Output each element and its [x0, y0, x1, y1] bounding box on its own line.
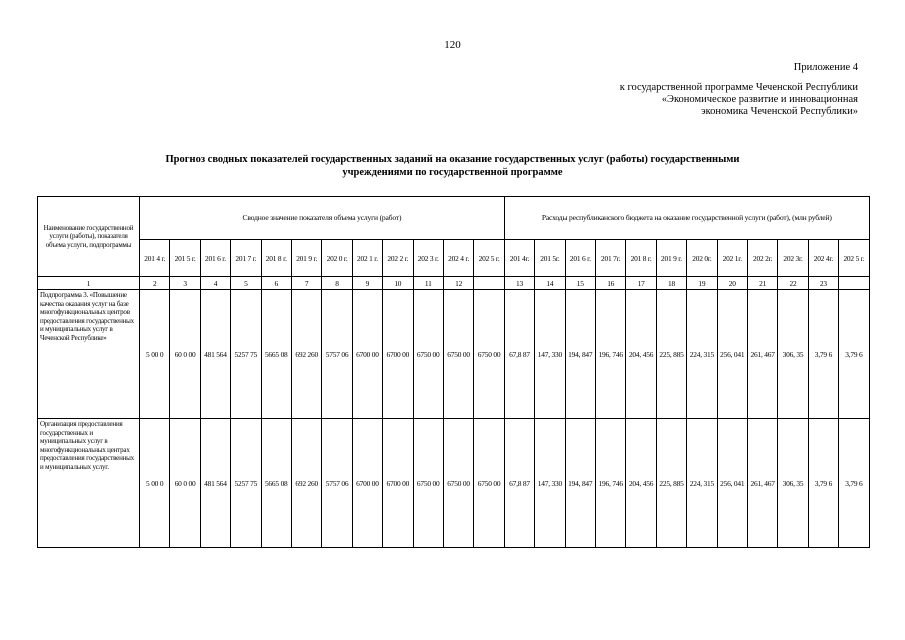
column-number: 22 — [778, 277, 808, 290]
annex-line: «Экономическое развитие и инновационная — [661, 94, 858, 105]
year-header: 202 5 г. — [839, 240, 870, 277]
table-cell: 194, 847 — [565, 290, 595, 419]
table-cell: 692 260 — [291, 290, 321, 419]
header-row-years — [38, 240, 870, 277]
table-cell: 60 0 00 — [170, 290, 200, 419]
table-cell: 204, 456 — [626, 419, 656, 548]
row-name: Подпрограмма 3. «Повышение качества оказания услуг на базе многофункциональных центров предоставления государственных и муниципальных услуг в Чеченской Республике» — [38, 290, 140, 419]
table-cell: 306, 35 — [778, 419, 808, 548]
year-header: 202 4г. — [808, 240, 838, 277]
table-cell: 692 260 — [291, 419, 321, 548]
document-title-line: Прогноз сводных показателей государственных заданий на оказание государственных услуг (работы) государственными — [165, 154, 740, 165]
column-number: 13 — [504, 277, 534, 290]
table-cell: 67,8 87 — [504, 290, 534, 419]
table-cell: 147, 330 — [535, 419, 565, 548]
year-header: 201 6 г. — [200, 240, 230, 277]
table-cell: 6750 00 — [443, 419, 473, 548]
table-cell: 5757 06 — [322, 290, 352, 419]
year-header: 202 1 г. — [352, 240, 382, 277]
year-header: 202 5 г. — [474, 240, 505, 277]
year-header: 201 7 г. — [231, 240, 261, 277]
header-row-groups — [38, 197, 870, 240]
column-number: 7 — [291, 277, 321, 290]
column-number: 17 — [626, 277, 656, 290]
table-cell: 6700 00 — [352, 290, 382, 419]
table-cell: 6750 00 — [474, 419, 505, 548]
row-name: Организация предоставления государственных и муниципальных услуг в многофункциональных центрах предоставления государственных и муниципальных услуг. — [38, 419, 140, 548]
table-cell: 224, 315 — [687, 290, 717, 419]
column-number: 2 — [140, 277, 170, 290]
year-header: 201 7г. — [596, 240, 626, 277]
table-cell: 3,79 6 — [808, 419, 838, 548]
table-cell: 224, 315 — [687, 419, 717, 548]
column-number: 5 — [231, 277, 261, 290]
column-number: 10 — [383, 277, 413, 290]
table-cell: 204, 456 — [626, 290, 656, 419]
table-cell: 225, 885 — [656, 290, 686, 419]
table-cell: 5257 75 — [231, 290, 261, 419]
table-cell: 256, 041 — [717, 290, 747, 419]
year-header: 201 5г. — [535, 240, 565, 277]
year-header: 202 0 г. — [322, 240, 352, 277]
column-number: 16 — [596, 277, 626, 290]
name-column-header: Наименование государственной услуги (работы), показателя объема услуги, подпрограммы — [38, 197, 140, 277]
page-number: 120 — [444, 39, 461, 51]
table-row — [38, 419, 870, 548]
annex-title: Приложение 4 — [793, 62, 858, 73]
table-cell: 5257 75 — [231, 419, 261, 548]
table-cell: 196, 746 — [596, 290, 626, 419]
table-cell: 225, 885 — [656, 419, 686, 548]
column-number — [474, 277, 505, 290]
table-cell: 6700 00 — [352, 419, 382, 548]
column-number: 19 — [687, 277, 717, 290]
year-header: 202 3 г. — [413, 240, 443, 277]
year-header: 201 6 г. — [565, 240, 595, 277]
table-cell: 261, 467 — [747, 419, 777, 548]
table-cell: 5 00 0 — [140, 419, 170, 548]
annex-line: экономика Чеченской Республики» — [701, 106, 858, 117]
table-cell: 3,79 6 — [839, 419, 870, 548]
column-number: 23 — [808, 277, 838, 290]
table-cell: 6750 00 — [474, 290, 505, 419]
volume-group-header: Сводное значение показателя объема услуги (работ) — [140, 197, 505, 240]
table-cell: 67,8 87 — [504, 419, 534, 548]
column-number: 8 — [322, 277, 352, 290]
year-header: 202 2г. — [747, 240, 777, 277]
year-header: 202 0г. — [687, 240, 717, 277]
column-number: 3 — [170, 277, 200, 290]
year-header: 202 1г. — [717, 240, 747, 277]
year-header: 201 8 г. — [261, 240, 291, 277]
table-cell: 5665 08 — [261, 419, 291, 548]
table-cell: 261, 467 — [747, 290, 777, 419]
year-header: 202 2 г. — [383, 240, 413, 277]
year-header: 201 9 г. — [656, 240, 686, 277]
year-header: 201 4г. — [504, 240, 534, 277]
table-cell: 481 564 — [200, 419, 230, 548]
year-header: 201 8 г. — [626, 240, 656, 277]
table-cell: 306, 35 — [778, 290, 808, 419]
table-cell: 3,79 6 — [839, 290, 870, 419]
table-cell: 6750 00 — [413, 419, 443, 548]
year-header: 202 4 г. — [443, 240, 473, 277]
year-header: 201 5 г. — [170, 240, 200, 277]
column-number: 18 — [656, 277, 686, 290]
table-cell: 3,79 6 — [808, 290, 838, 419]
table-cell: 6750 00 — [443, 290, 473, 419]
table-cell: 481 564 — [200, 290, 230, 419]
column-number: 9 — [352, 277, 382, 290]
column-number — [839, 277, 870, 290]
column-number: 20 — [717, 277, 747, 290]
column-number: 21 — [747, 277, 777, 290]
column-number: 1 — [38, 277, 140, 290]
column-number: 4 — [200, 277, 230, 290]
column-number: 15 — [565, 277, 595, 290]
table-cell: 147, 330 — [535, 290, 565, 419]
table-cell: 6700 00 — [383, 419, 413, 548]
table-row — [38, 290, 870, 419]
column-number: 12 — [443, 277, 473, 290]
header-row-column-numbers — [38, 277, 870, 290]
expenses-group-header: Расходы республиканского бюджета на оказание государственной услуги (работ), (млн рублей) — [504, 197, 869, 240]
annex-subtitle — [620, 82, 858, 118]
table-cell: 5665 08 — [261, 290, 291, 419]
table-cell: 194, 847 — [565, 419, 595, 548]
table-cell: 5 00 0 — [140, 290, 170, 419]
column-number: 14 — [535, 277, 565, 290]
table-cell: 256, 041 — [717, 419, 747, 548]
table-cell: 60 0 00 — [170, 419, 200, 548]
table-cell: 196, 746 — [596, 419, 626, 548]
annex-line: к государственной программе Чеченской Республики — [619, 82, 858, 93]
table-cell: 6700 00 — [383, 290, 413, 419]
column-number: 6 — [261, 277, 291, 290]
document-title — [0, 153, 905, 179]
document-title-line: учреждениями по государственной программе — [342, 167, 563, 178]
table-cell: 6750 00 — [413, 290, 443, 419]
column-number: 11 — [413, 277, 443, 290]
year-header: 201 9 г. — [291, 240, 321, 277]
year-header: 201 4 г. — [140, 240, 170, 277]
year-header: 202 3г. — [778, 240, 808, 277]
table-cell: 5757 06 — [322, 419, 352, 548]
forecast-table — [37, 196, 870, 548]
